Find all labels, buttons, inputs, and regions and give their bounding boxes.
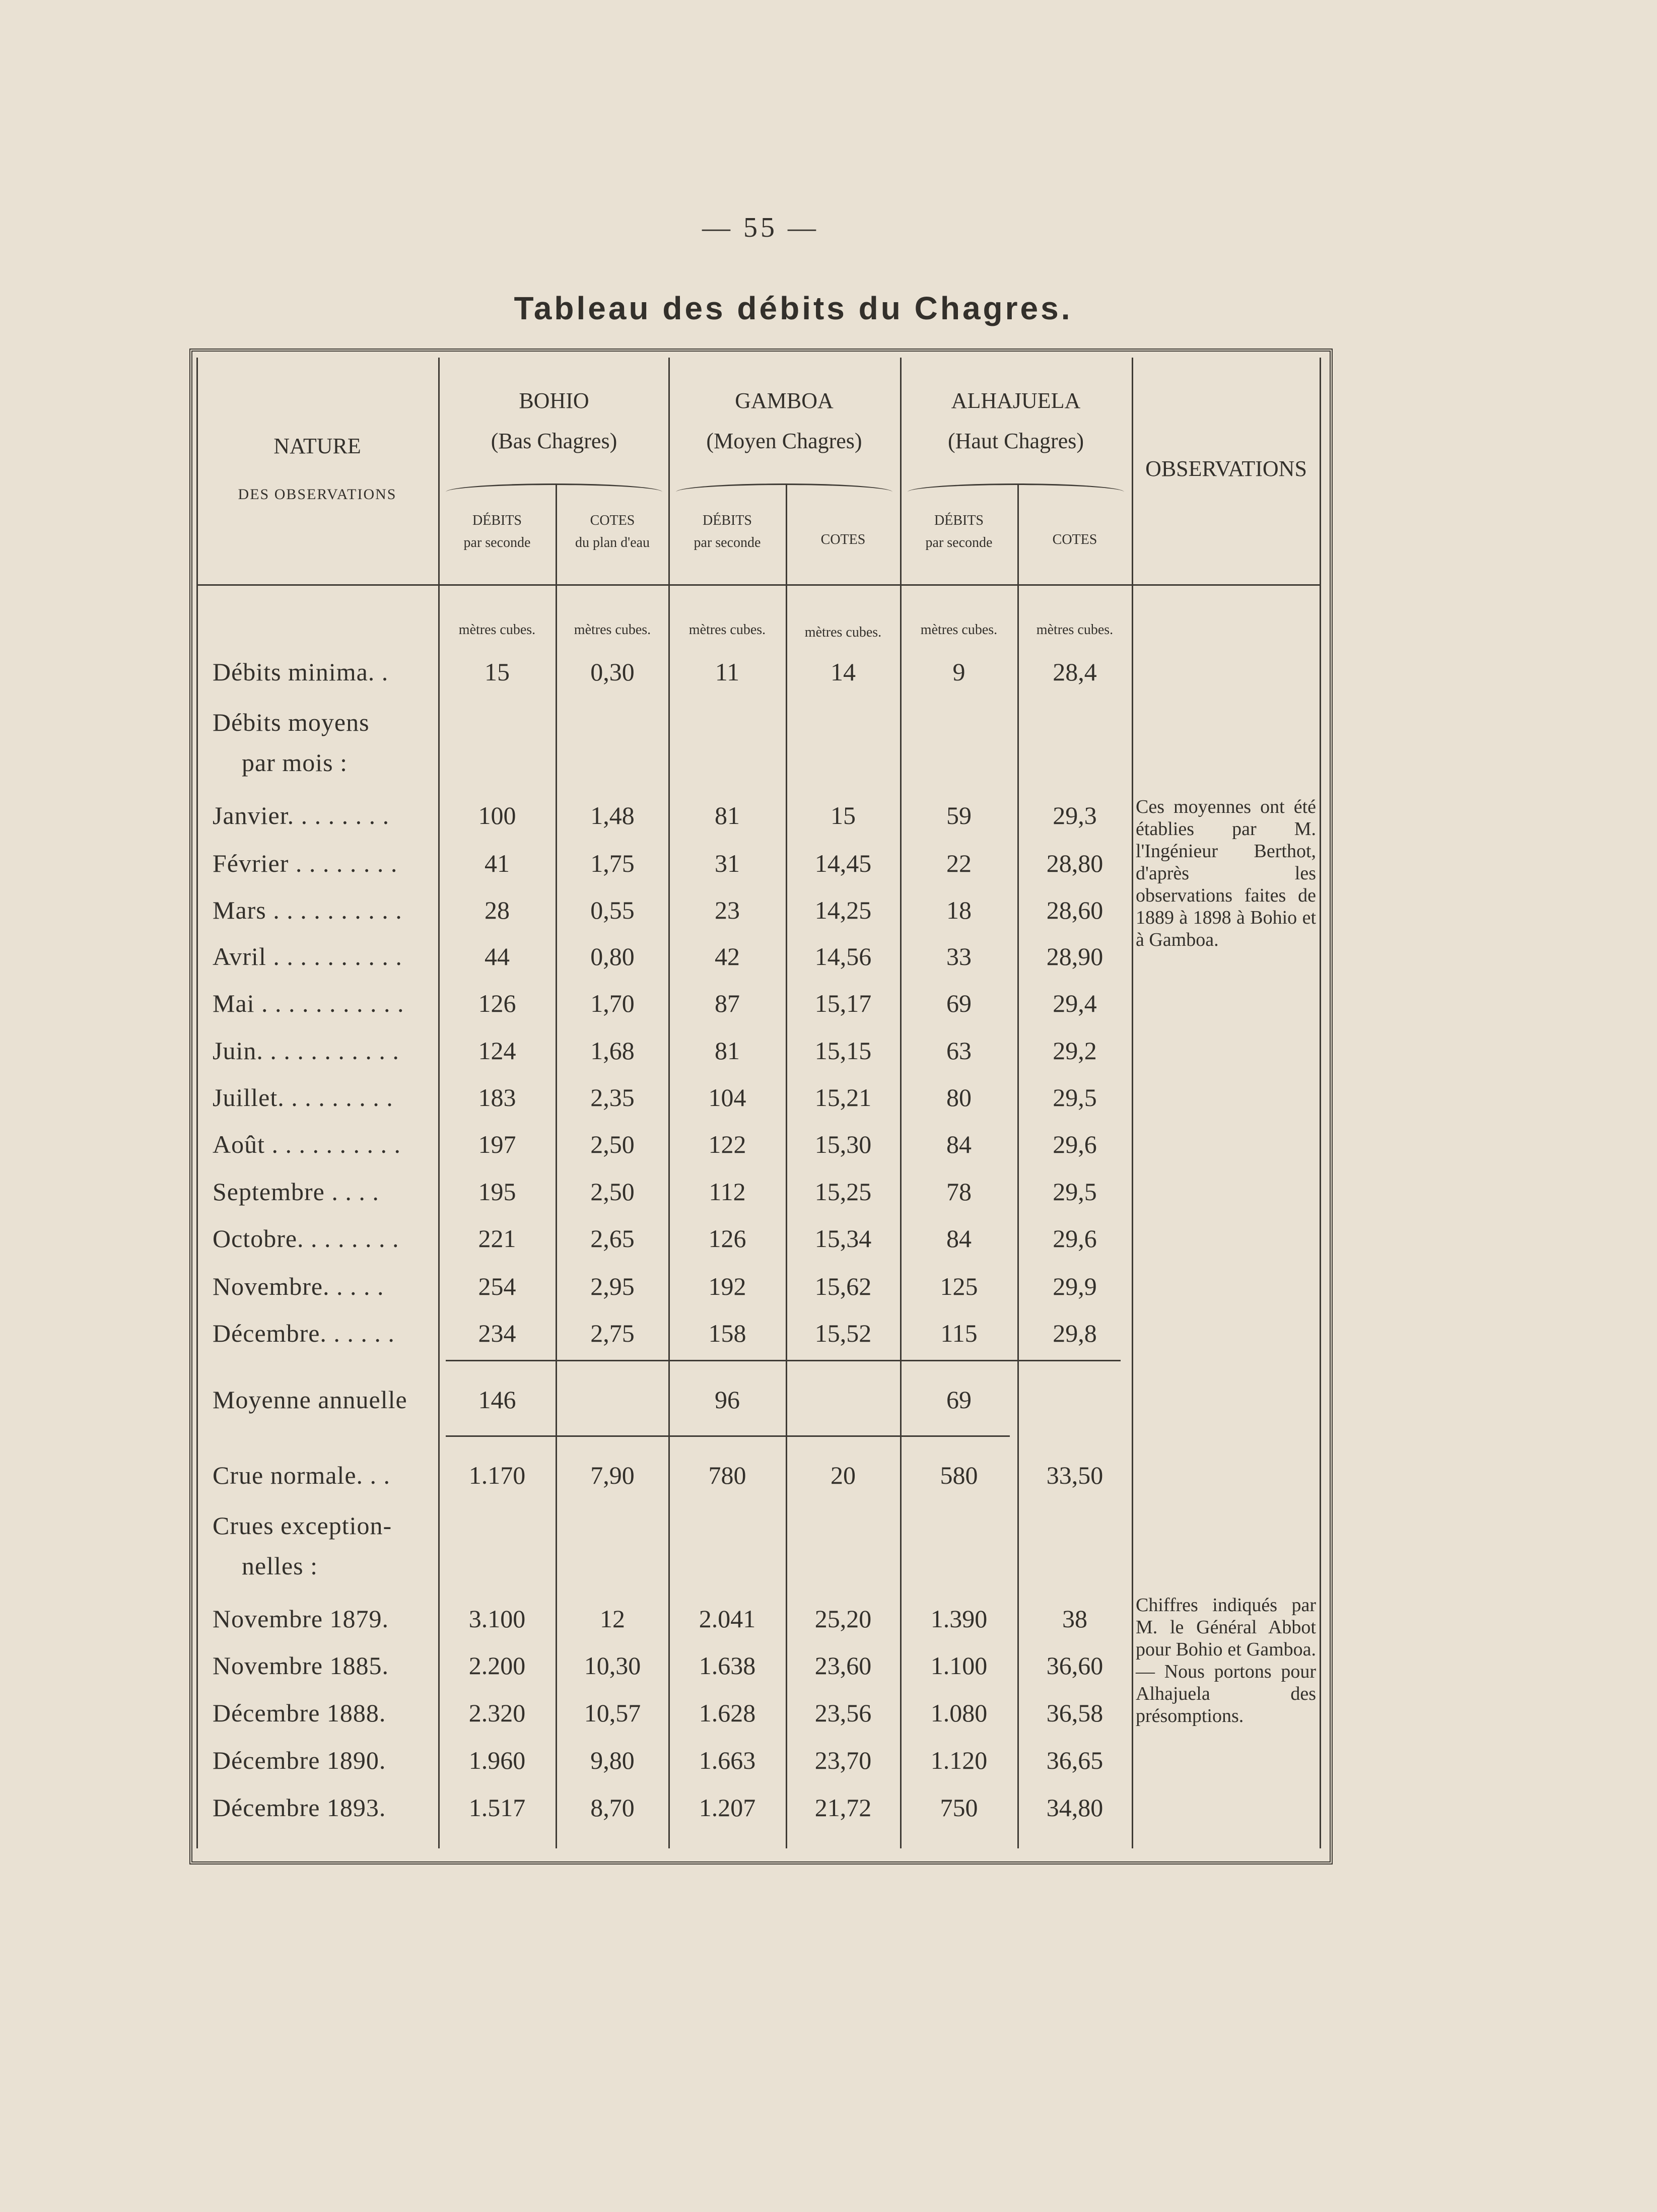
table-cell: 15,34 [814,1224,872,1253]
col-rule [1017,483,1019,1848]
table-cell: 31 [715,849,740,877]
table-cell: 15,15 [814,1036,872,1065]
row-label: Novembre 1879. [213,1605,389,1633]
table-cell: 126 [478,989,516,1017]
table-cell: 1.960 [468,1746,526,1774]
table-cell: 21,72 [814,1793,872,1822]
table-cell: 197 [478,1130,516,1158]
col-rule [556,483,557,1848]
header-rule [196,584,1320,586]
table-cell: 100 [478,801,516,830]
table-cell: 20 [831,1461,856,1489]
row-label: Décembre 1888. [213,1699,386,1727]
observation-note: Ces moyennes ont été établies par M. l'Ingénieur Berthot, d'après les observations faites de 1889 à 1898 à Bohio et à Gamboa. [1136,796,1316,950]
station-region: (Moyen Chagres) [706,429,862,453]
table-cell: 28,80 [1046,849,1103,877]
row-label: Décembre 1890. [213,1746,386,1774]
table-cell: 69 [946,989,972,1017]
table-cell: 15,21 [814,1083,872,1112]
table-cell: 34,80 [1046,1793,1103,1822]
unit-label: mètres cubes. [574,622,651,638]
table-cell: 1,68 [590,1036,635,1065]
unit-label: mètres cubes. [804,625,882,640]
nature-header: NATURE [273,434,361,458]
table-cell: 1.638 [699,1651,756,1680]
table-cell: 9,80 [590,1746,635,1774]
row-label: Juin. . . . . . . . . . . [213,1036,399,1065]
table-cell: 59 [946,801,972,830]
unit-label: mètres cubes. [1036,622,1114,638]
row-label: Août . . . . . . . . . . [213,1130,401,1158]
table-cell: 15,52 [814,1319,872,1347]
table-cell: 3.100 [468,1605,526,1633]
row-label: Novembre 1885. [213,1651,389,1680]
table-cell: 18 [946,896,972,924]
table-cell: 221 [478,1224,516,1253]
table-cell: 36,60 [1046,1651,1103,1680]
table-cell: 1.207 [699,1793,756,1822]
unit-label: mètres cubes. [458,622,536,638]
station-name: BOHIO [519,388,589,413]
column-header: COTES [820,532,866,547]
table-cell: 28,90 [1046,942,1103,971]
table-cell: 23 [715,896,740,924]
column-header: DÉBITS par seconde [463,513,531,550]
table-cell: 33,50 [1046,1461,1103,1489]
table-cell: 1.663 [699,1746,756,1774]
row-label-continued: nelles : [242,1552,318,1580]
table-cell: 12 [600,1605,625,1633]
column-header: DÉBITS par seconde [925,513,993,550]
table-cell: 1.170 [468,1461,526,1489]
table-cell: 14 [831,658,856,686]
table-cell: 44 [485,942,510,971]
table-cell: 41 [485,849,510,877]
row-label: Débits minima. . [213,658,389,686]
table-cell: 14,45 [814,849,872,877]
station-region: (Haut Chagres) [947,429,1084,453]
row-label: Juillet. . . . . . . . . [213,1083,393,1112]
table-cell: 750 [940,1793,978,1822]
table-cell: 183 [478,1083,516,1112]
observations-header: OBSERVATIONS [1145,456,1307,481]
column-header: COTES [1052,532,1097,547]
row-label: Décembre 1893. [213,1793,386,1822]
table-cell: 580 [940,1461,978,1489]
table-cell: 29,4 [1053,989,1097,1017]
table-cell: 15,17 [814,989,872,1017]
table-cell: 2,95 [590,1272,635,1300]
row-label: Avril . . . . . . . . . . [213,942,402,971]
row-label: Mars . . . . . . . . . . [213,896,402,924]
table-cell: 80 [946,1083,972,1112]
column-header: DÉBITS par seconde [694,513,761,550]
table-cell: 112 [709,1178,746,1206]
table-cell: 29,6 [1053,1130,1097,1158]
table-cell: 234 [478,1319,516,1347]
section-rule [446,1360,1121,1363]
row-label: Février . . . . . . . . [213,849,398,877]
table-cell: 126 [708,1224,746,1253]
col-rule [1320,358,1321,1848]
table-cell: 2.041 [699,1605,756,1633]
table-cell: 122 [708,1130,746,1158]
table-cell: 36,58 [1046,1699,1103,1727]
row-label: Moyenne annuelle [213,1386,407,1414]
table-cell: 780 [708,1461,746,1489]
table-cell: 2,75 [590,1319,635,1347]
table-cell: 1.628 [699,1699,756,1727]
table-cell: 2.200 [468,1651,526,1680]
table-cell: 115 [940,1319,978,1347]
table-cell: 9 [952,658,965,686]
table-cell: 192 [708,1272,746,1300]
row-label: Novembre. . . . . [213,1272,384,1300]
table-cell: 124 [478,1036,516,1065]
observation-note: Chiffres indiqués par M. le Général Abbot pour Bohio et Gamboa. — Nous portons pour Alhajuela des présomptions. [1136,1595,1316,1726]
table-cell: 14,25 [814,896,872,924]
table-cell: 2,50 [590,1130,635,1158]
table-cell: 84 [946,1224,972,1253]
table-cell: 2,50 [590,1178,635,1206]
table-cell: 28 [485,896,510,924]
table-cell: 22 [946,849,972,877]
page-number: — 55 — [702,212,819,243]
table-cell: 15,62 [814,1272,872,1300]
col-rule [196,358,198,1848]
table-cell: 1,70 [590,989,635,1017]
table-cell: 23,70 [814,1746,872,1774]
table-cell: 69 [946,1386,972,1414]
table-cell: 0,80 [590,942,635,971]
table-cell: 81 [715,801,740,830]
row-label: Janvier. . . . . . . . [213,801,390,830]
table-cell: 23,60 [814,1651,872,1680]
table-cell: 81 [715,1036,740,1065]
table-cell: 63 [946,1036,972,1065]
row-label-continued: par mois : [242,748,348,777]
nature-subheader: DES OBSERVATIONS [238,486,397,503]
station-region: (Bas Chagres) [491,429,617,453]
row-label: Octobre. . . . . . . . [213,1224,399,1253]
table-cell: 146 [478,1386,516,1414]
table-cell: 254 [478,1272,516,1300]
unit-label: mètres cubes. [688,622,766,638]
section-rule [446,1435,1010,1438]
station-name: ALHAJUELA [951,388,1081,413]
row-label: Crue normale. . . [213,1461,391,1489]
table-cell: 2,65 [590,1224,635,1253]
table-cell: 1.517 [468,1793,526,1822]
table-cell: 29,3 [1053,801,1097,830]
col-rule [1132,358,1133,1848]
table-cell: 195 [478,1178,516,1206]
station-name: GAMBOA [735,388,834,413]
table-cell: 8,70 [590,1793,635,1822]
table-cell: 1.120 [930,1746,988,1774]
table-cell: 10,57 [584,1699,641,1727]
table-cell: 25,20 [814,1605,872,1633]
table-cell: 1,75 [590,849,635,877]
table-cell: 78 [946,1178,972,1206]
row-label: Septembre . . . . [213,1178,379,1206]
page-title: Tableau des débits du Chagres. [514,290,1073,326]
table-cell: 1.080 [930,1699,988,1727]
table-cell: 84 [946,1130,972,1158]
table-cell: 11 [715,658,740,686]
table-cell: 28,4 [1053,658,1097,686]
table-cell: 29,5 [1053,1083,1097,1112]
col-rule [786,483,787,1848]
table-cell: 10,30 [584,1651,641,1680]
table-cell: 15,25 [814,1178,872,1206]
table-cell: 42 [715,942,740,971]
table-cell: 33 [946,942,972,971]
table-cell: 29,2 [1053,1036,1097,1065]
table-cell: 28,60 [1046,896,1103,924]
column-header: COTES du plan d'eau [575,513,650,550]
table-cell: 29,8 [1053,1319,1097,1347]
row-label: Mai . . . . . . . . . . . [213,989,404,1017]
table-cell: 38 [1062,1605,1087,1633]
table-cell: 15 [831,801,856,830]
table-cell: 1.100 [930,1651,988,1680]
table-cell: 104 [708,1083,746,1112]
table-cell: 2.320 [468,1699,526,1727]
table-cell: 158 [708,1319,746,1347]
table-cell: 1.390 [930,1605,988,1633]
row-label: Décembre. . . . . . [213,1319,395,1347]
table-cell: 15 [485,658,510,686]
table-cell: 125 [940,1272,978,1300]
table-cell: 14,56 [814,942,872,971]
row-label: Débits moyens [213,708,370,736]
table-cell: 1,48 [590,801,635,830]
table-cell: 29,9 [1053,1272,1097,1300]
table-cell: 23,56 [814,1699,872,1727]
unit-label: mètres cubes. [920,622,998,638]
row-label: Crues exception- [213,1511,392,1540]
table-cell: 87 [715,989,740,1017]
table-cell: 29,6 [1053,1224,1097,1253]
table-cell: 29,5 [1053,1178,1097,1206]
table-cell: 36,65 [1046,1746,1103,1774]
table-cell: 0,30 [590,658,635,686]
table-cell: 2,35 [590,1083,635,1112]
table-cell: 96 [715,1386,740,1414]
table-cell: 0,55 [590,896,635,924]
table-cell: 7,90 [590,1461,635,1489]
table-cell: 15,30 [814,1130,872,1158]
